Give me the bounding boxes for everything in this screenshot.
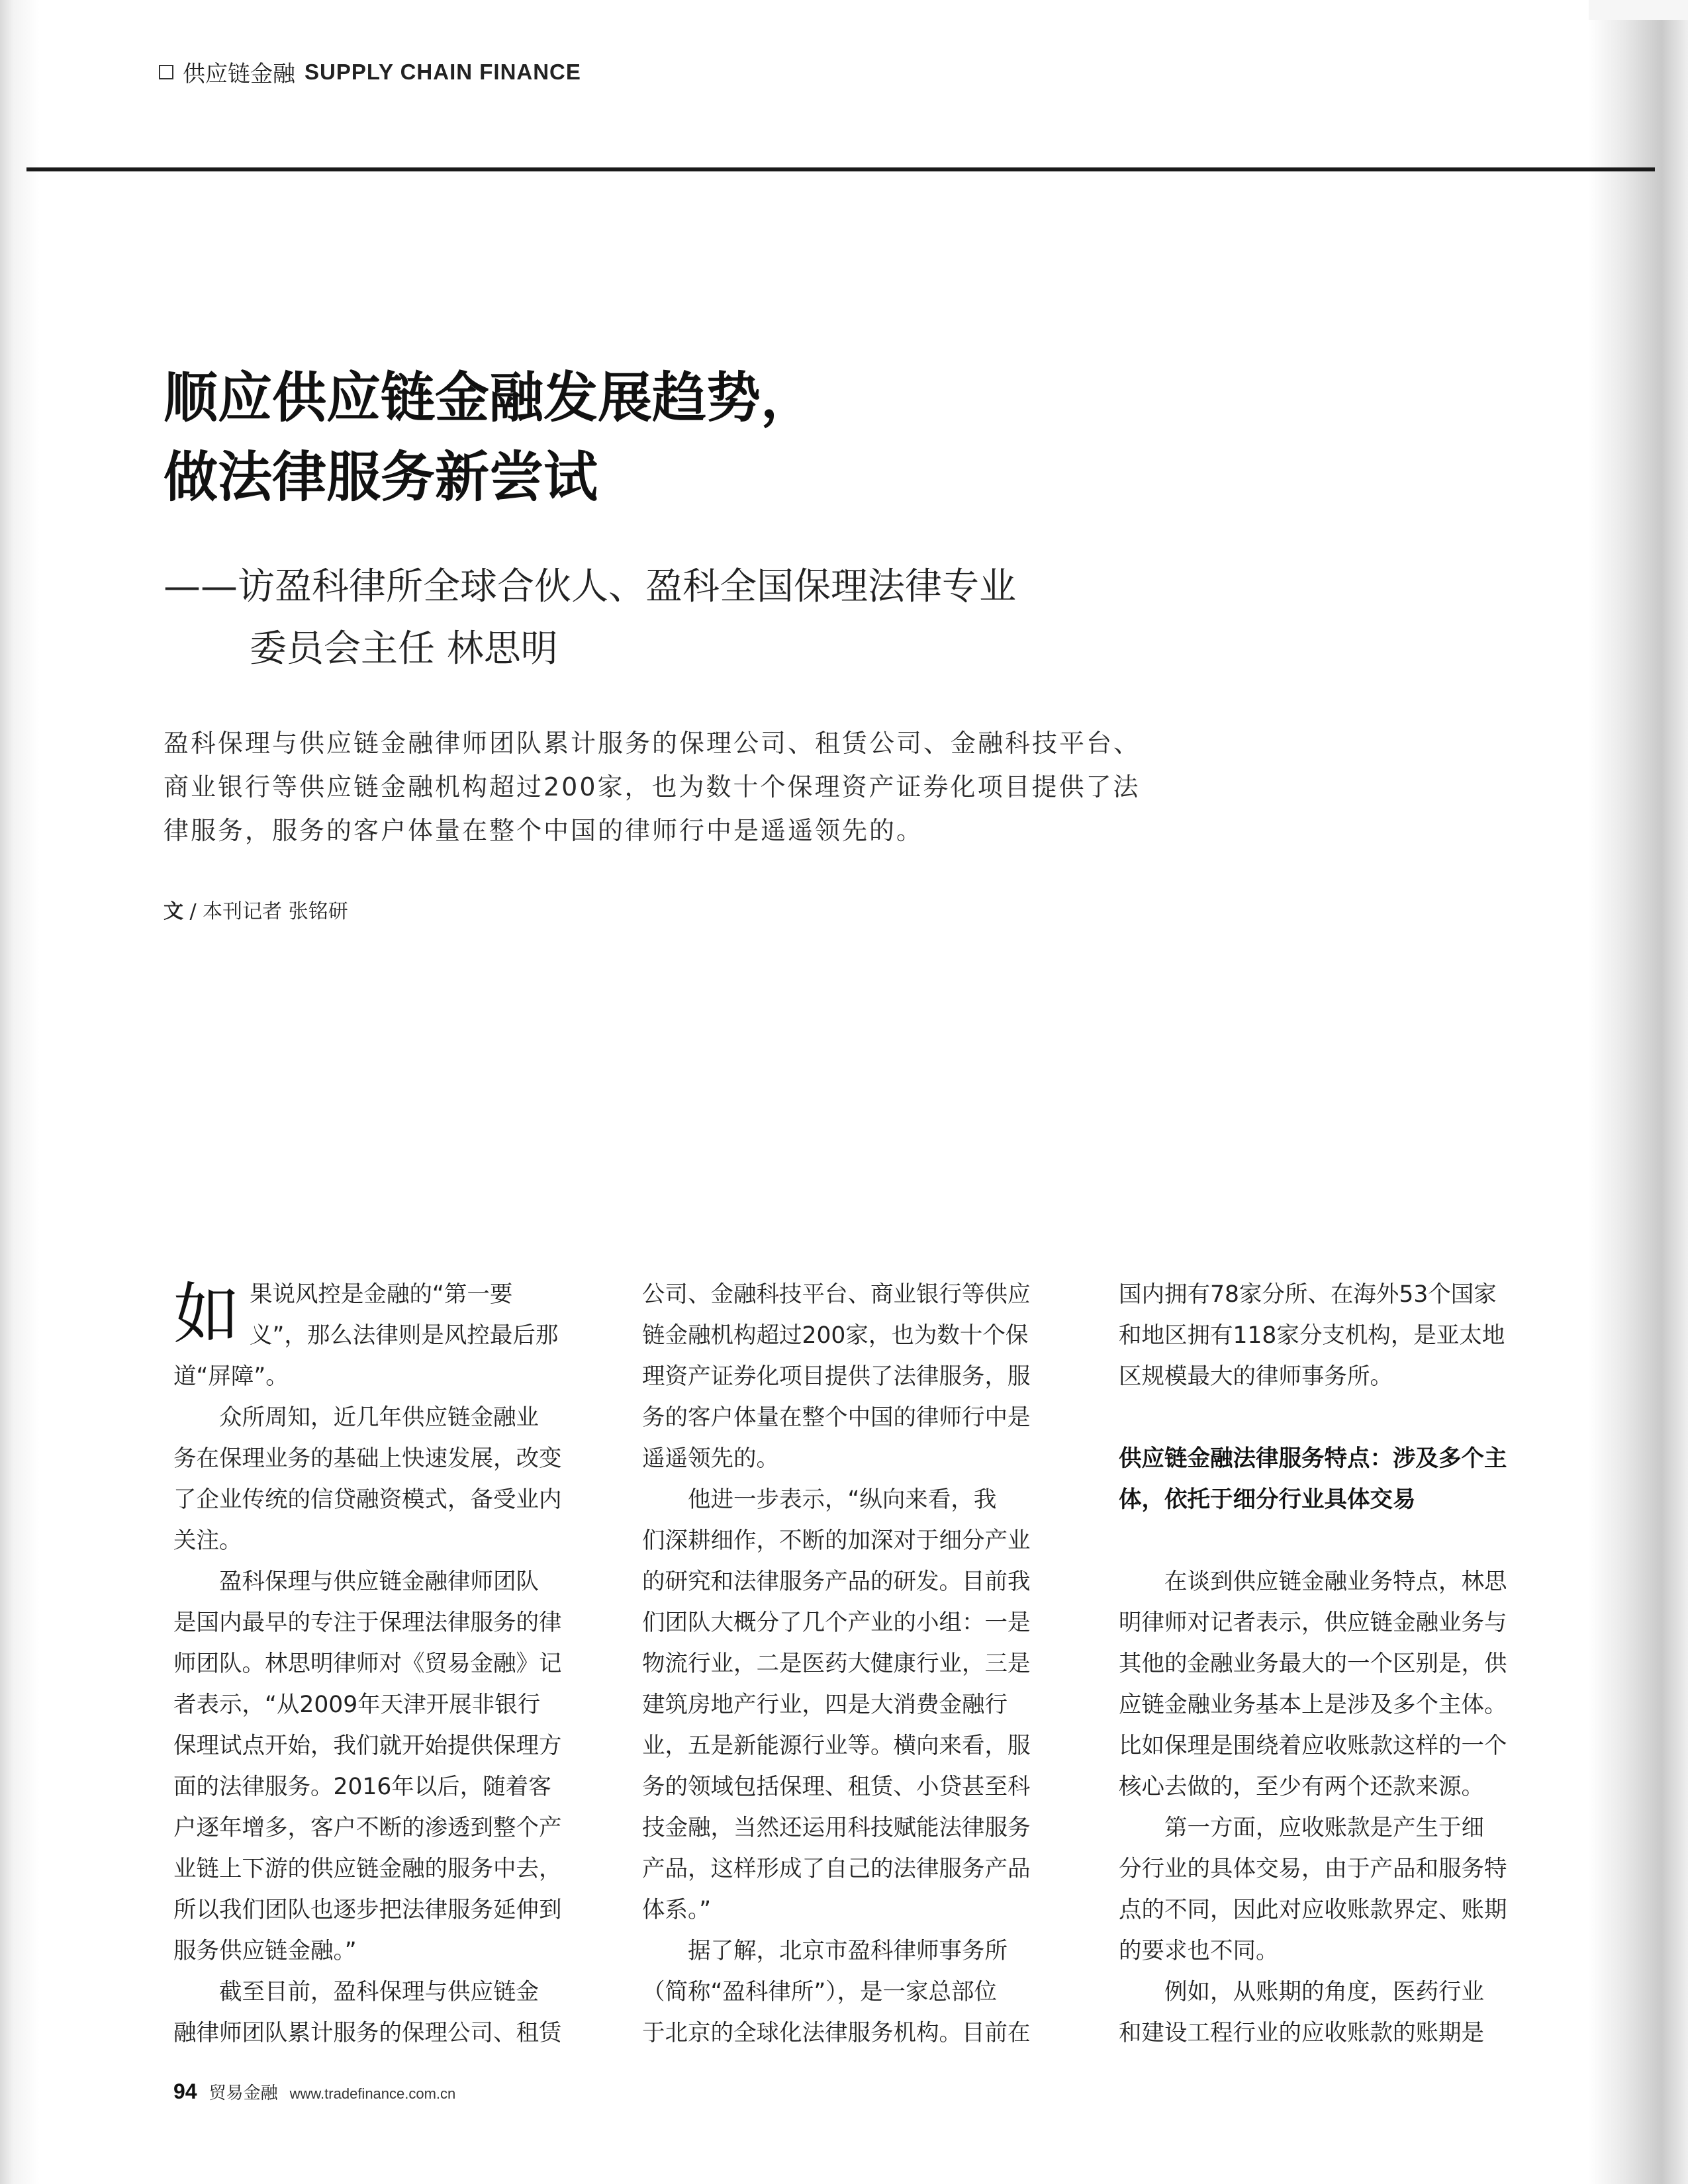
spacer — [1119, 1397, 1575, 1438]
body-line: 是国内最早的专注于保理法律服务的律 — [173, 1610, 562, 1636]
body-column-2 — [642, 1274, 1099, 2054]
title-line: 做法律服务新尝试 — [164, 446, 598, 509]
body-line: 和地区拥有118家分支机构，是亚太地 — [1119, 1322, 1505, 1349]
body-line: 户逐年增多，客户不断的渗透到整个产 — [173, 1815, 562, 1841]
body-line: 明律师对记者表示，供应链金融业务与 — [1119, 1610, 1507, 1636]
body-line: 果说风控是金融的“第一要 — [250, 1281, 513, 1308]
body-line: 他进一步表示，“纵向来看，我 — [642, 1486, 997, 1513]
body-line: 第一方面，应收账款是产生于细 — [1119, 1815, 1484, 1841]
body-line: 和建设工程行业的应收账款的账期是 — [1119, 2020, 1484, 2046]
title-line: 顺应供应链金融发展趋势， — [164, 367, 816, 430]
body-line: 者表示，“从2009年天津开展非银行 — [173, 1692, 541, 1718]
body-line: 的要求也不同。 — [1119, 1938, 1279, 1964]
body-line: 理资产证券化项目提供了法律服务，服 — [642, 1363, 1031, 1390]
body-line: 服务供应链金融。” — [173, 1938, 357, 1964]
body-line: 融律师团队累计服务的保理公司、租赁 — [173, 2020, 562, 2046]
body-line: 务的客户体量在整个中国的律师行中是 — [642, 1404, 1031, 1431]
body-line: 截至目前，盈科保理与供应链金 — [173, 1979, 539, 2005]
article-abstract — [164, 721, 1302, 852]
body-line: 道“屏障”。 — [173, 1363, 289, 1390]
abstract-line: 律服务，服务的客户体量在整个中国的律师行中是遥遥领先的。 — [164, 816, 924, 845]
body-line: 的研究和法律服务产品的研发。目前我 — [642, 1569, 1031, 1595]
body-line: 其他的金融业务最大的一个区别是，供 — [1119, 1651, 1507, 1677]
body-line: （简称“盈科律所”），是一家总部位 — [642, 1979, 997, 2005]
body-line: 体系。” — [642, 1897, 712, 1923]
body-line: 保理试点开始，我们就开始提供保理方 — [173, 1733, 562, 1759]
abstract-line: 商业银行等供应链金融机构超过200家，也为数十个保理资产证券化项目提供了法 — [164, 772, 1141, 801]
body-line: 国内拥有78家分所、在海外53个国家 — [1119, 1281, 1497, 1308]
body-line: 物流行业，二是医药大健康行业，三是 — [642, 1651, 1031, 1677]
article-subtitle — [164, 556, 1421, 680]
body-line: 所以我们团队也逐步把法律服务延伸到 — [173, 1897, 562, 1923]
article-title — [164, 359, 1421, 518]
body-line: 在谈到供应链金融业务特点，林思 — [1119, 1569, 1507, 1595]
body-line: 了企业传统的信贷融资模式，备受业内 — [173, 1486, 562, 1513]
dropcap-paragraph — [173, 1274, 630, 1356]
body-line: 们深耕细作，不断的加深对于细分产业 — [642, 1527, 1031, 1554]
body-line: 遥遥领先的。 — [642, 1445, 779, 1472]
body-line: 们团队大概分了几个产业的小组：一是 — [642, 1610, 1031, 1636]
body-line: 公司、金融科技平台、商业银行等供应 — [642, 1281, 1031, 1308]
magazine-url: www.tradefinance.com.cn — [289, 2085, 456, 2102]
body-line: 比如保理是围绕着应收账款这样的一个 — [1119, 1733, 1507, 1759]
page-right-edge-top — [1589, 0, 1688, 20]
body-line: 点的不同，因此对应收账款界定、账期 — [1119, 1897, 1507, 1923]
body-line: 技金融，当然还运用科技赋能法律服务 — [642, 1815, 1031, 1841]
subtitle-line: ——访盈科律所全球合伙人、盈科全国保理法律专业 — [164, 565, 1016, 608]
square-bullet-icon — [159, 65, 173, 79]
header-rule — [26, 167, 1655, 171]
body-column-3 — [1119, 1274, 1575, 2054]
section-name-en: SUPPLY CHAIN FINANCE — [305, 59, 581, 84]
body-line: 据了解，北京市盈科律师事务所 — [642, 1938, 1008, 1964]
section-header — [159, 56, 581, 88]
byline-prefix: 文 — [164, 900, 183, 923]
section-heading-line: 体，依托于细分行业具体交易 — [1119, 1486, 1416, 1513]
dropcap: 如 — [173, 1275, 240, 1353]
page-number: 94 — [173, 2079, 197, 2103]
body-line: 师团队。林思明律师对《贸易金融》记 — [173, 1651, 562, 1677]
subtitle-line: 委员会主任 林思明 — [250, 627, 558, 670]
body-line: 于北京的全球化法律服务机构。目前在 — [642, 2020, 1031, 2046]
byline-author: / 本刊记者 张铭研 — [183, 900, 348, 923]
body-line: 应链金融业务基本上是涉及多个主体。 — [1119, 1692, 1507, 1718]
body-line: 业，五是新能源行业等。横向来看，服 — [642, 1733, 1031, 1759]
body-line: 务在保理业务的基础上快速发展，改变 — [173, 1445, 562, 1472]
spacer — [1119, 1520, 1575, 1561]
body-column-1 — [173, 1274, 630, 2054]
body-line: 众所周知，近几年供应链金融业 — [173, 1404, 539, 1431]
body-line: 关注。 — [173, 1527, 242, 1554]
body-line: 盈科保理与供应链金融律师团队 — [173, 1569, 539, 1595]
body-line: 业链上下游的供应链金融的服务中去， — [173, 1856, 562, 1882]
body-line: 建筑房地产行业，四是大消费金融行 — [642, 1692, 1008, 1718]
page-footer — [173, 2079, 455, 2104]
body-line: 分行业的具体交易，由于产品和服务特 — [1119, 1856, 1507, 1882]
magazine-name: 贸易金融 — [209, 2083, 278, 2103]
body-line: 义”，那么法律则是风控最后那 — [250, 1322, 559, 1349]
byline — [164, 895, 348, 924]
body-line: 核心去做的，至少有两个还款来源。 — [1119, 1774, 1484, 1800]
abstract-line: 盈科保理与供应链金融律师团队累计服务的保理公司、租赁公司、金融科技平台、 — [164, 729, 1141, 758]
page-right-edge — [1589, 0, 1688, 2184]
body-line: 链金融机构超过200家，也为数十个保 — [642, 1322, 1029, 1349]
body-line: 区规模最大的律师事务所。 — [1119, 1363, 1393, 1390]
body-line: 产品，这样形成了自己的法律服务产品 — [642, 1856, 1031, 1882]
section-name-cn: 供应链金融 — [183, 61, 295, 87]
page-left-edge — [0, 0, 46, 2184]
section-heading-line: 供应链金融法律服务特点：涉及多个主 — [1119, 1445, 1507, 1472]
body-line: 面的法律服务。2016年以后，随着客 — [173, 1774, 551, 1800]
body-line: 例如，从账期的角度，医药行业 — [1119, 1979, 1484, 2005]
body-line: 务的领域包括保理、租赁、小贷甚至科 — [642, 1774, 1031, 1800]
